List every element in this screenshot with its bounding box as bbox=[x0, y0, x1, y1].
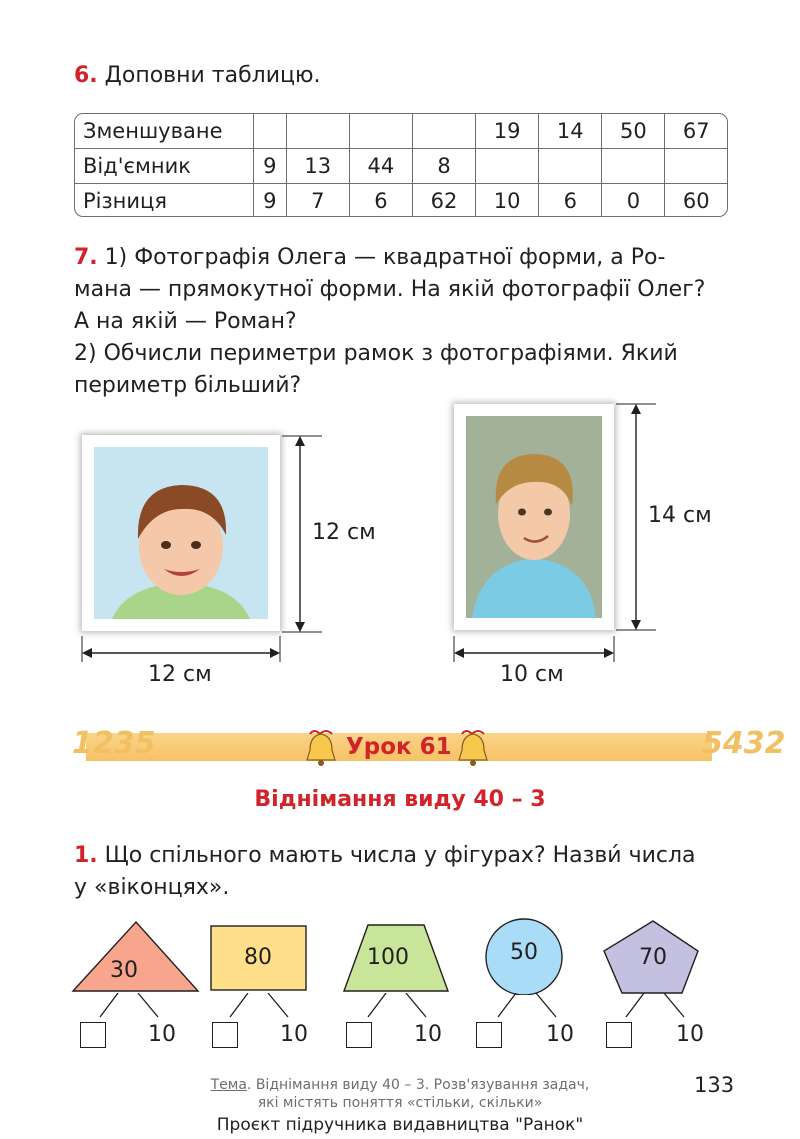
shape-value: 70 bbox=[639, 945, 667, 970]
topic-label: Тема bbox=[210, 1077, 247, 1093]
page-number: 133 bbox=[694, 1073, 735, 1097]
table-cell: 6 bbox=[539, 184, 602, 218]
answer-window[interactable] bbox=[212, 1022, 238, 1048]
table-cell: 13 bbox=[286, 149, 349, 184]
footer-topic bbox=[150, 1076, 650, 1112]
part-value: 10 bbox=[676, 1022, 704, 1047]
answer-window[interactable] bbox=[476, 1022, 502, 1048]
row-label: Різниця bbox=[75, 184, 254, 218]
bell-icon bbox=[452, 726, 494, 768]
table-cell: 67 bbox=[665, 114, 727, 149]
row-label: Зменшуване bbox=[75, 114, 254, 149]
task6-number: 6. bbox=[74, 63, 98, 88]
table-cell bbox=[602, 149, 665, 184]
table-row-difference bbox=[75, 184, 727, 218]
task7-number: 7. bbox=[74, 245, 98, 270]
banner-digits-right: 5432 bbox=[702, 726, 786, 761]
task1-line: Що спільного мають числа у фігурах? Назви́ числа bbox=[104, 843, 696, 868]
answer-window[interactable] bbox=[606, 1022, 632, 1048]
table-cell: 7 bbox=[286, 184, 349, 218]
publisher-credit: Проєкт підручника видавництва "Ранок" bbox=[216, 1115, 584, 1135]
table-cell: 8 bbox=[412, 149, 475, 184]
part-value: 10 bbox=[414, 1022, 442, 1047]
height-label: 14 см bbox=[648, 503, 712, 528]
table-row-subtrahend bbox=[75, 149, 727, 184]
table-cell: 60 bbox=[665, 184, 727, 218]
rectangle-photo-frame bbox=[454, 404, 614, 630]
table-cell bbox=[349, 114, 412, 149]
table-cell: 6 bbox=[349, 184, 412, 218]
task7-line: периметр більший? bbox=[74, 373, 302, 398]
table-cell bbox=[254, 114, 287, 149]
answer-window[interactable] bbox=[80, 1022, 106, 1048]
part-value: 10 bbox=[148, 1022, 176, 1047]
part-value: 10 bbox=[280, 1022, 308, 1047]
task7-line: 1) Фотографія Олега — квадратної форми, а Ро- bbox=[104, 245, 666, 270]
table-cell: 9 bbox=[254, 149, 287, 184]
table-cell: 50 bbox=[602, 114, 665, 149]
table-cell: 62 bbox=[412, 184, 475, 218]
task7-line: А на якій — Роман? bbox=[74, 309, 297, 334]
table-cell bbox=[286, 114, 349, 149]
height-label: 12 см bbox=[312, 520, 376, 545]
task6-heading bbox=[74, 60, 321, 92]
boy-portrait-image bbox=[82, 435, 280, 631]
lesson-title: Урок 61 bbox=[346, 734, 452, 760]
bell-icon bbox=[300, 726, 342, 768]
table-cell: 10 bbox=[476, 184, 539, 218]
table-cell: 0 bbox=[602, 184, 665, 218]
part-value: 10 bbox=[546, 1022, 574, 1047]
answer-window[interactable] bbox=[346, 1022, 372, 1048]
table-cell bbox=[476, 149, 539, 184]
shape-value: 50 bbox=[510, 940, 538, 965]
banner-digits-left: 1235 bbox=[72, 726, 156, 761]
topic-line2: які містять поняття «стільки, скільки» bbox=[257, 1095, 543, 1111]
table-cell: 14 bbox=[539, 114, 602, 149]
task1-number: 1. bbox=[74, 843, 98, 868]
shape-value: 80 bbox=[244, 945, 272, 970]
subtraction-table bbox=[74, 113, 728, 217]
width-label: 12 см bbox=[148, 662, 212, 687]
width-label: 10 см bbox=[500, 662, 564, 687]
task1-line: у «віконцях». bbox=[74, 875, 230, 900]
shape-value: 30 bbox=[110, 958, 138, 983]
boy-portrait-image bbox=[454, 404, 614, 630]
task6-text: Доповни таблицю. bbox=[104, 63, 321, 88]
table-cell bbox=[665, 149, 727, 184]
task7-line: 2) Обчисли периметри рамок з фотографіями. Який bbox=[74, 341, 678, 366]
table-cell: 44 bbox=[349, 149, 412, 184]
table-cell bbox=[539, 149, 602, 184]
square-photo-frame bbox=[82, 435, 280, 631]
task1-text bbox=[74, 840, 734, 904]
shape-value: 100 bbox=[367, 945, 409, 970]
task7-line: мана — прямокутної форми. На якій фотографії Олег? bbox=[74, 277, 706, 302]
lesson-subtitle: Віднімання виду 40 – 3 bbox=[254, 787, 546, 812]
split-lines bbox=[70, 993, 730, 1021]
topic-line1: . Віднімання виду 40 – 3. Розв'язування задач, bbox=[246, 1077, 590, 1093]
table-row-minuend bbox=[75, 114, 727, 149]
table-cell: 9 bbox=[254, 184, 287, 218]
table-cell bbox=[412, 114, 475, 149]
table-cell: 19 bbox=[476, 114, 539, 149]
row-label: Від'ємник bbox=[75, 149, 254, 184]
task7-text bbox=[74, 242, 734, 402]
